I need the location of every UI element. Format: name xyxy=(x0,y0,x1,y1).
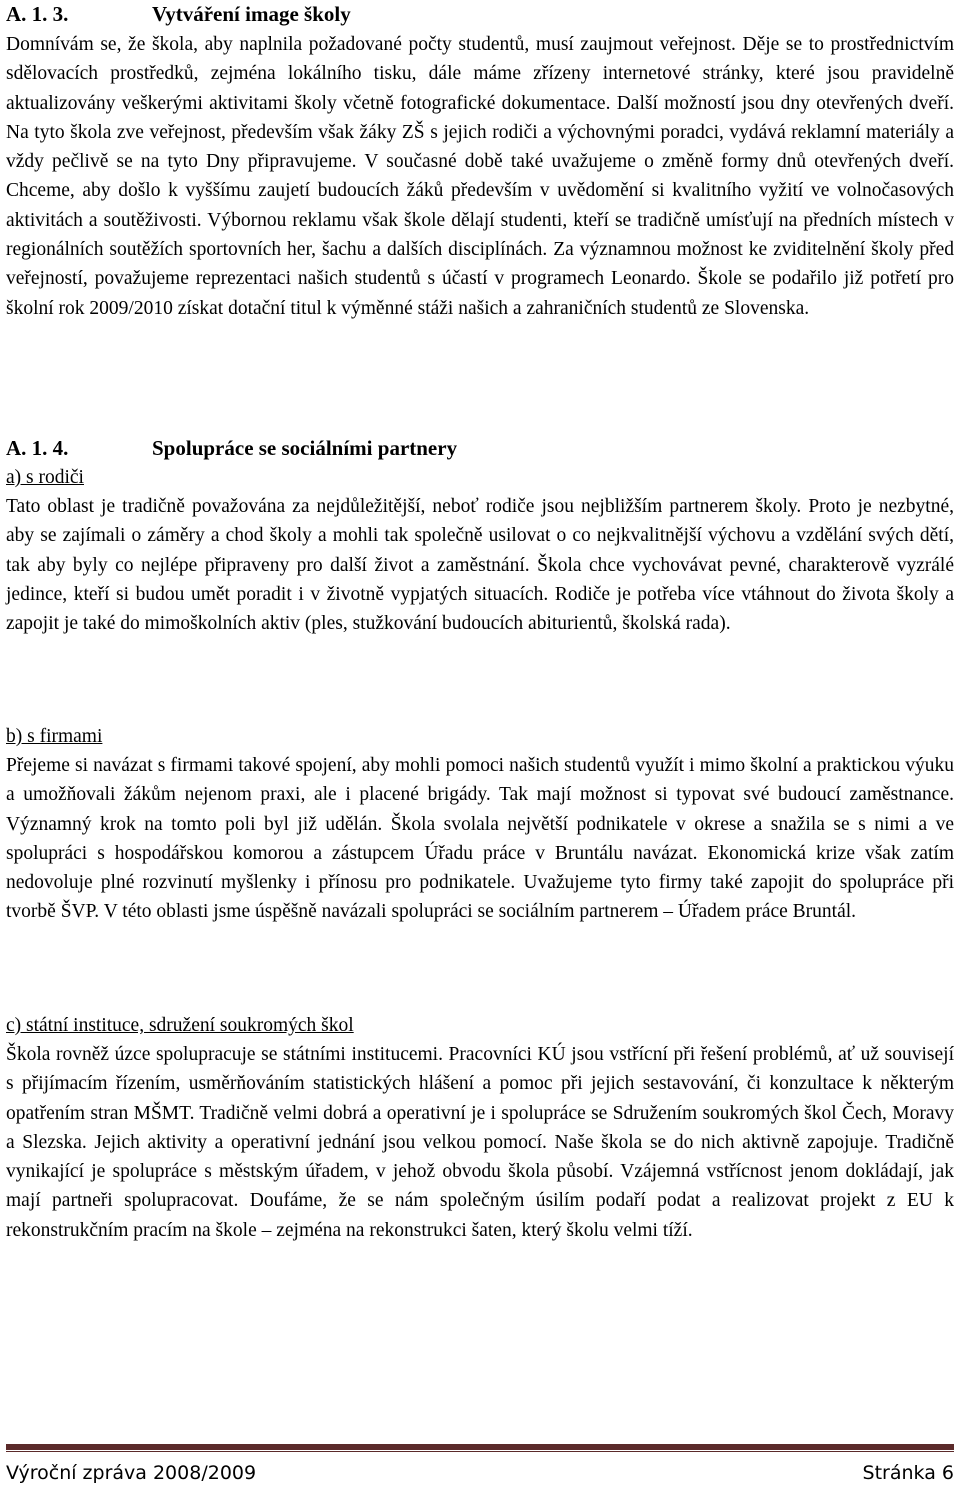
paragraph-state-institutions: Škola rovněž úzce spolupracuje se státními institucemi. Pracovníci KÚ jsou vstřícní při řešení problémů, ať už souvisejí s přijímacím řízením, usměrňováním statistických hlášení a pomoc při jejich sestavování, či konzultace k některým opatřením stran MŠMT. Tradičně velmi dobrá a operativní je i spolupráce se Sdružením soukromých škol Čech, Moravy a Slezska. Jejich aktivity a operativní jednání jsou velkou pomocí. Naše škola se do nich aktivně zapojuje. Tradičně vynikající je spolupráce s městským úřadem, v jehož obvodu škola působí. Vzájemná vstřícnost jenom dokládají, jak mají partneři spolupracovat. Doufáme, že se nám společným úsilím podaří podat a realizovat projekt z EU k rekonstrukčním pracím na škole – zejména na rekonstrukci šaten, který školu velmi tíží. xyxy=(6,1044,954,1241)
section-number: A. 1. 3. xyxy=(6,2,69,26)
paragraph-parents: Tato oblast je tradičně považována za nejdůležitější, neboť rodiče jsou nejbližším partnerem školy. Proto je nezbytné, aby se zajímali o záměry a chod školy a mohli tak společně usilovat o co nejkvalitnější výchovu a vzdělání svých dětí, tak aby byly co nejlépe připraveny pro další život a zaměstnání. Škola chce vychovávat pevné, charakterově vyzrálé jedince, kteří si budou umět poradit i v životně vypjatých situacích. Rodiče je potřeba více vtáhnout do života školy a zapojit je také do mimoškolních aktiv (ples, stužkování budoucích abiturientů, školská rada). xyxy=(6,496,954,635)
section-number: A. 1. 4. xyxy=(6,436,69,460)
footer-rule-thick xyxy=(6,1444,954,1450)
section-heading-a14 xyxy=(6,434,457,462)
footer-page-number: Stránka 6 xyxy=(862,1462,954,1484)
footer-rule-thin xyxy=(6,1451,954,1452)
section-heading-a13 xyxy=(6,0,351,28)
section-title: Vytváření image školy xyxy=(152,2,351,26)
footer-report-title: Výroční zpráva 2008/2009 xyxy=(6,1462,257,1484)
subheading-firms: b) s firmami xyxy=(6,726,103,747)
section-title: Spolupráce se sociálními partnery xyxy=(152,436,458,460)
subheading-parents: a) s rodiči xyxy=(6,467,84,488)
page-footer xyxy=(6,1458,954,1488)
paragraph-firms: Přejeme si navázat s firmami takové spojení, aby mohli pomoci našich studentů využít i mimo školní a praktickou výuku a umožňovali žákům nejenom praxi, ale i placené brigády. Tak mají možnost si typovat své budoucí zaměstnance. Významný krok na tomto poli byl již udělán. Škola svolala největší podnikatele v okrese a snažila se s nimi a ve spolupráci s hospodářskou komorou a zástupcem Úřadu práce v Bruntálu navázat. Ekonomická krize však zatím nedovoluje plné rozvinutí myšlenky i přínosu pro podnikatele. Uvažujeme tyto firmy také zapojit do spolupráce při tvorbě ŠVP. V této oblasti jsme úspěšně navázali spolupráci se sociálním partnerem – Úřadem práce Bruntál. xyxy=(6,755,954,923)
paragraph-school-image: Domnívám se, že škola, aby naplnila požadované počty studentů, musí zaujmout veřejnost. Děje se to prostřednictvím sdělovacích prostředků, zejména lokálního tisku, dále máme zřízeny internetové stránky, které jsou pravidelně aktualizovány veškerými aktivitami školy včetně fotografické dokumentace. Další možností jsou dny otevřených dveří. Na tyto škola zve veřejnost, především však žáky ZŠ s jejich rodiči a výchovnými poradci, vydává reklamní materiály a vždy pečlivě se na tyto Dny připravujeme. V současné době také uvažujeme o změně formy dnů otevřených dveří. Chceme, aby došlo k vyššímu zaujetí budoucích žáků především v uvědomění si kvalitního vyžití ve volnočasových aktivitách a soutěživosti. Výbornou reklamu však škole dělají studenti, kteří se tradičně umísťují na předních místech v regionálních soutěžích sportovních her, šachu a dalších disciplínách. Za významnou možnost ke zviditelnění školy před veřejností, považujeme reprezentaci našich studentů s účastí v programech Leonardo. Škole se podařilo již potřetí pro školní rok 2009/2010 získat dotační titul k výměnné stáži našich a zahraničních studentů ze Slovenska. xyxy=(6,34,954,319)
subheading-state-institutions: c) státní instituce, sdružení soukromých škol xyxy=(6,1015,354,1036)
